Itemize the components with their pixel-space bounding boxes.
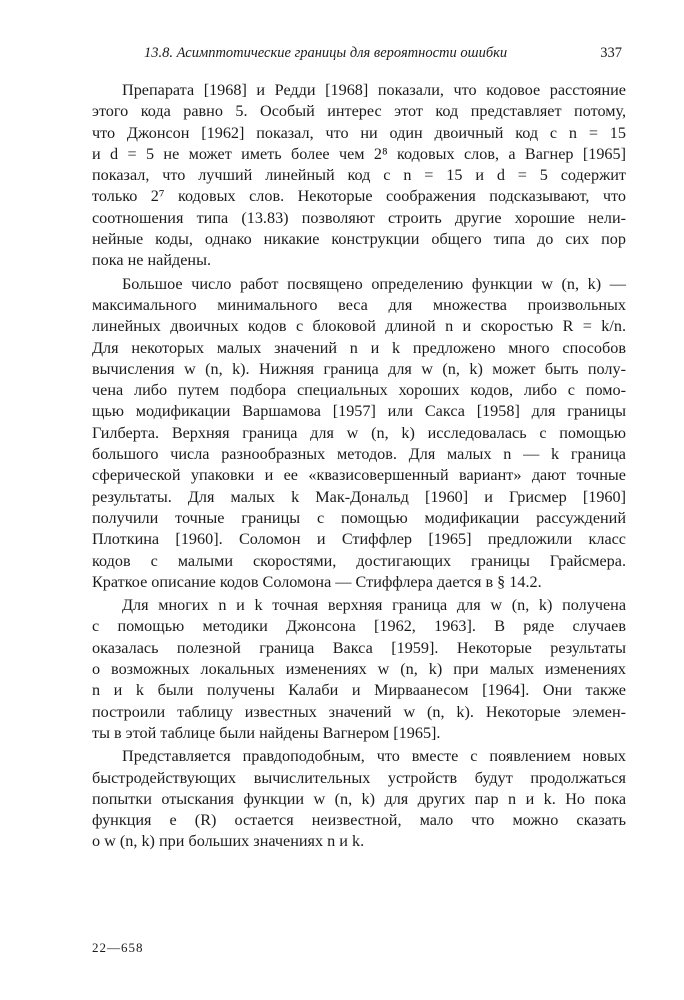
text-line: Представляется правдоподобным, что вместе с появлением новых bbox=[122, 747, 626, 766]
text-line: соотношения типа (13.83) позволяют строить другие хорошие нели- bbox=[92, 208, 626, 227]
paragraph-2 bbox=[92, 274, 626, 593]
paragraph-4 bbox=[92, 746, 626, 852]
text-line: Большое число работ посвящено определению функции w (n, k) — bbox=[122, 274, 626, 293]
text-line: n и k были получены Калаби и Мирваанесом [1964]. Они также bbox=[92, 681, 626, 700]
text-line: получили точные границы с помощью модификации рассуждений bbox=[92, 508, 626, 527]
text-line: максимального минимального веса для множества произвольных bbox=[92, 295, 626, 314]
text-line: построили таблицу известных значений w (n, k). Некоторые элемен- bbox=[92, 702, 626, 721]
text-line: большого числа разнообразных методов. Для малых n — k граница bbox=[92, 445, 626, 464]
body-text bbox=[92, 80, 626, 855]
text-line: и d = 5 не может иметь более чем 2⁸ кодовых слов, а Вагнер [1965] bbox=[92, 144, 626, 163]
text-line: щью модификации Варшамова [1957] или Сакса [1958] для границы bbox=[92, 402, 626, 421]
text-line: Краткое описание кодов Соломона — Стиффлера дается в § 14.2. bbox=[92, 572, 542, 591]
text-line: вычисления w (n, k). Нижняя граница для w (n, k) может быть полу- bbox=[92, 359, 626, 378]
text-line: ты в этой таблице были найдены Вагнером [1965]. bbox=[92, 723, 441, 742]
text-line: кодов с малыми скоростями, достигающих границы Грайсмера. bbox=[92, 551, 626, 570]
text-line: только 2⁷ кодовых слов. Некоторые соображения подсказывают, что bbox=[92, 187, 626, 206]
text-line: что Джонсон [1962] показал, что ни один двоичный код с n = 15 bbox=[92, 123, 626, 142]
text-line: попытки отыскания функции w (n, k) для других пар n и k. Но пока bbox=[92, 789, 626, 808]
text-line: пока не найдены. bbox=[92, 251, 212, 270]
text-line: функция e (R) остается неизвестной, мало что можно сказать bbox=[92, 811, 626, 830]
text-line: этого кода равно 5. Особый интерес этот код представляет потому, bbox=[92, 102, 626, 121]
text-line: Препарата [1968] и Редди [1968] показали, что кодовое расстояние bbox=[122, 81, 626, 99]
text-line: показал, что лучший линейный код с n = 15 и d = 5 содержит bbox=[92, 166, 626, 185]
text-line: результаты. Для малых k Мак-Дональд [1960] и Грисмер [1960] bbox=[92, 487, 626, 506]
text-line: быстродействующих вычислительных устройств будут продолжаться bbox=[92, 768, 626, 787]
text-line: с помощью методики Джонсона [1962, 1963]. В ряде случаев bbox=[92, 617, 626, 636]
text-line: нейные коды, однако никакие конструкции общего типа до сих пор bbox=[92, 230, 626, 249]
page-number: 337 bbox=[600, 45, 622, 61]
text-line: Для некоторых малых значений n и k предложено много способов bbox=[92, 338, 626, 357]
text-line: о w (n, k) при больших значениях n и k. bbox=[92, 832, 365, 851]
signature-mark: 22—658 bbox=[92, 940, 144, 955]
text-line: Гилберта. Верхняя граница для w (n, k) исследовалась с помощью bbox=[92, 423, 626, 442]
text-line: чена либо путем подбора специальных хороших кодов, либо с помо- bbox=[92, 381, 626, 400]
text-line: линейных двоичных кодов с блоковой длиной n и скоростью R = k/n. bbox=[92, 317, 626, 336]
paragraph-3 bbox=[92, 595, 626, 744]
running-title: 13.8. Асимптотические границы для вероятности ошибки bbox=[144, 45, 508, 61]
text-line: оказалась полезной граница Вакса [1959]. Некоторые результаты bbox=[92, 638, 626, 657]
paragraph-1 bbox=[92, 80, 626, 272]
text-line: Для многих n и k точная верхняя граница для w (n, k) получена bbox=[122, 596, 626, 615]
text-line: сферической упаковки и ее «квазисовершенный вариант» дают точные bbox=[92, 466, 626, 485]
text-line: Плоткина [1960]. Соломон и Стиффлер [1965] предложили класс bbox=[92, 530, 626, 549]
text-line: о возможных локальных изменениях w (n, k) при малых изменениях bbox=[92, 660, 626, 679]
